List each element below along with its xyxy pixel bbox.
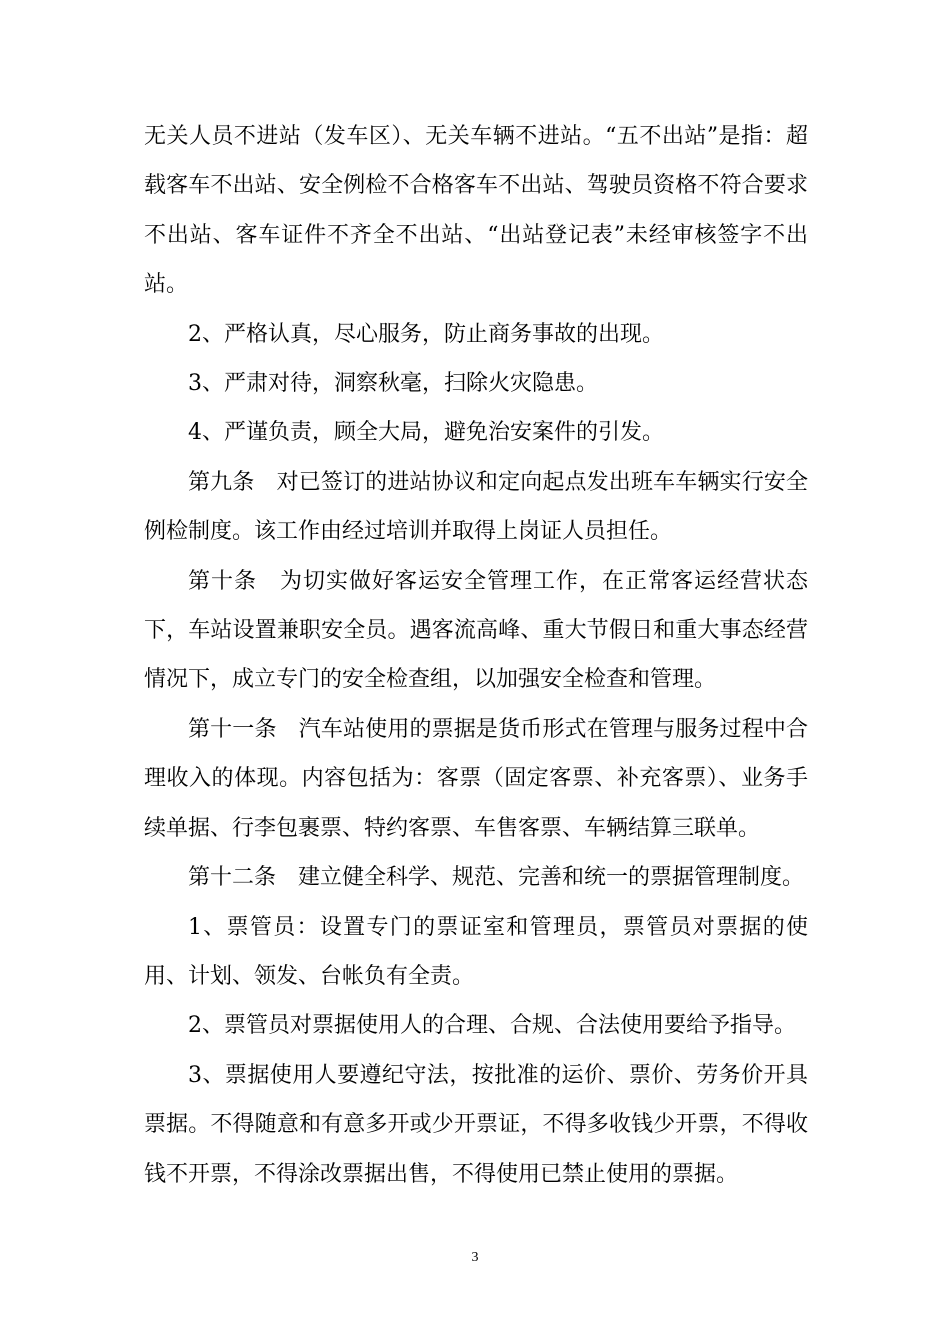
- paragraph-ticket-item-2: 2、票管员对票据使用人的合理、合规、合法使用要给予指导。: [188, 1013, 796, 1039]
- paragraph-ticket-item-1: 1、票管员：设置专门的票证室和管理员，票管员对票据的使用、计划、领发、台帐负有全责。: [144, 914, 808, 989]
- paragraph-article-12: 第十二条 建立健全科学、规范、完善和统一的票据管理制度。: [188, 865, 805, 891]
- paragraph-continuation: 无关人员不进站（发车区）、无关车辆不进站。“五不出站”是指：超载客车不出站、安全例检不合格客车不出站、驾驶员资格不符合要求不出站、客车证件不齐全不出站、“出站登记表”未经审核签字不出站。: [144, 124, 808, 298]
- paragraph-item-3: 3、严肃对待，洞察秋毫，扫除火灾隐患。: [188, 371, 598, 397]
- paragraph-article-9: 第九条 对已签订的进站协议和定向起点发出班车车辆实行安全例检制度。该工作由经过培训并取得上岗证人员担任。: [144, 469, 808, 545]
- document-body: [144, 112, 808, 1199]
- paragraph-ticket-item-3: 3、票据使用人要遵纪守法，按批准的运价、票价、劳务价开具票据。不得随意和有意多开或少开票证，不得多收钱少开票，不得收钱不开票，不得涂改票据出售，不得使用已禁止使用的票据。: [144, 1062, 808, 1187]
- paragraph-item-4: 4、严谨负责，顾全大局，避免治安案件的引发。: [188, 420, 664, 446]
- paragraph-item-2: 2、严格认真，尽心服务，防止商务事故的出现。: [188, 321, 664, 347]
- paragraph-article-11: 第十一条 汽车站使用的票据是货币形式在管理与服务过程中合理收入的体现。内容包括为：客票（固定客票、补充客票）、业务手续单据、行李包裹票、特约客票、车售客票、车辆结算三联单。: [144, 716, 808, 841]
- paragraph-article-10: 第十条 为切实做好客运安全管理工作，在正常客运经营状态下，车站设置兼职安全员。遇客流高峰、重大节假日和重大事态经营情况下，成立专门的安全检查组，以加强安全检查和管理。: [144, 568, 808, 693]
- page-number: 3: [471, 1250, 479, 1265]
